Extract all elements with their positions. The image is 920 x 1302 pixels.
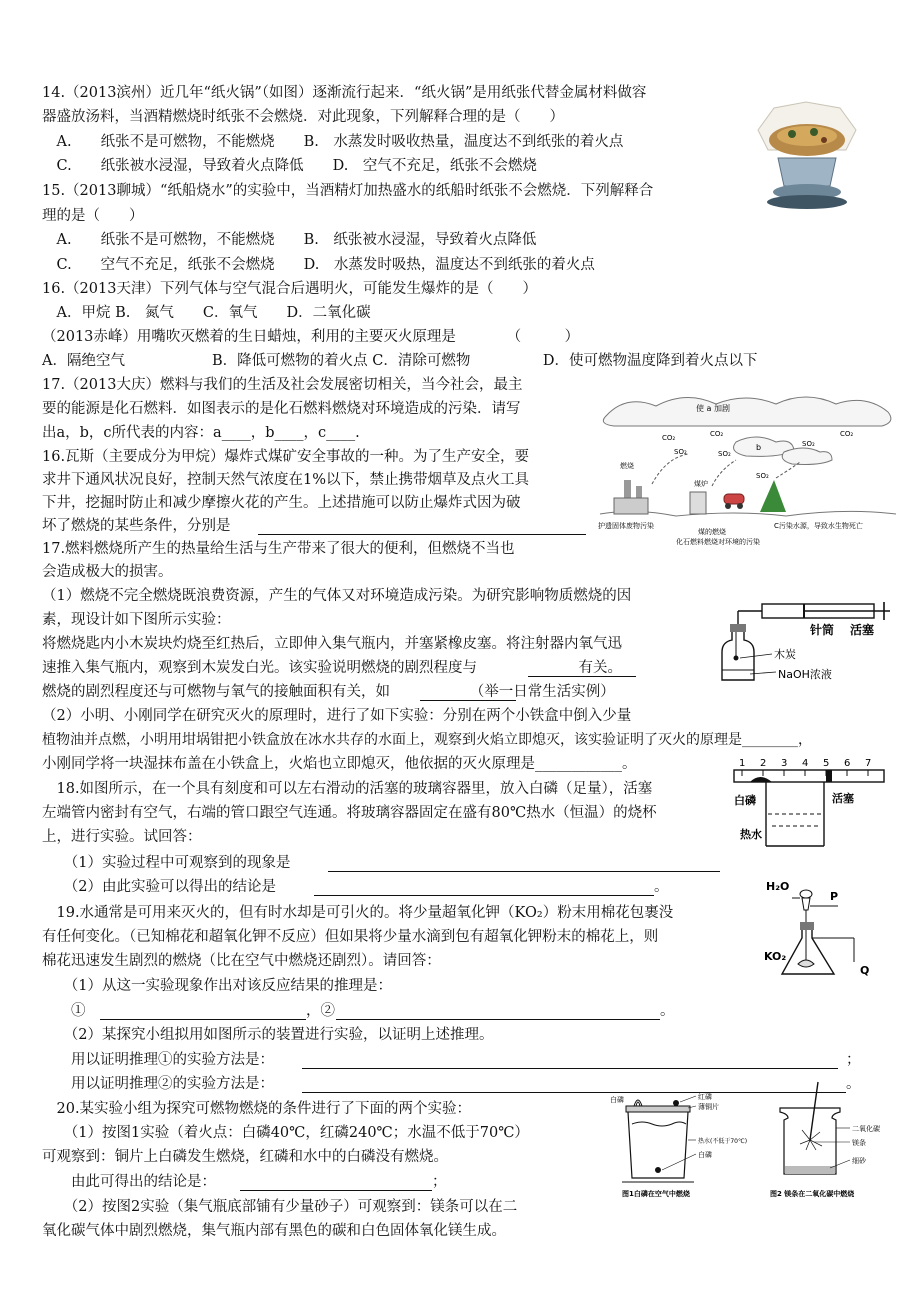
period: 。 xyxy=(660,1003,675,1019)
co2-label: 二氧化碳 xyxy=(852,1125,880,1133)
question-18-line-2: 左端管内密封有空气，右端的管口跟空气连通。将玻璃容器固定在盛有80℃热水（恒温）的烧杯 xyxy=(42,805,657,821)
pollution-top-label: 使 a 加剧 xyxy=(696,404,730,413)
copper-sheet-label: 薄铜片 xyxy=(698,1103,719,1111)
hot-water-label: 热水(不低于70℃) xyxy=(698,1138,748,1145)
question-chifeng: （2013赤峰）用嘴吹灭燃着的生日蜡烛，利用的主要灭火原理是 （ ） xyxy=(42,329,580,345)
answer-blank xyxy=(314,879,654,896)
question-15-line-2: 理的是（ ） xyxy=(42,208,144,224)
question-20-line-1: 20.某实验小组为探究可燃物燃烧的条件进行了下面的两个实验： xyxy=(42,1101,472,1117)
question-15-options-cd: C. 空气不充足，纸张不会燃烧 D. 水蒸发时吸热，温度达不到纸张的着火点 xyxy=(42,257,595,273)
question-14-options-ab: A. 纸张不是可燃物，不能燃烧 B. 水蒸发时吸收热量，温度达不到纸张的着火点 xyxy=(42,134,624,150)
question-18-part2: （2）由此实验可以得出的结论是 xyxy=(42,879,276,895)
co2-label: CO₂ xyxy=(710,430,724,438)
answer-blank xyxy=(420,684,516,701)
question-17-daqing-line-3: 出a，b，c所代表的内容：a____，b____，c____. xyxy=(42,425,360,441)
question-20-part1-line-2: 可观察到：铜片上白磷发生燃烧，红磷和水中的白磷没有燃烧。 xyxy=(42,1149,448,1165)
question-14-line-2: 器盛放汤料，当酒精燃烧时纸张不会燃烧．对此现象，下列解释合理的是（ ） xyxy=(42,109,564,125)
question-17-part2-line-3: 小刚同学将一块湿抹布盖在小铁盒上，火焰也立即熄灭，他依据的灭火原理是____________。 xyxy=(42,756,637,772)
naoh-label: NaOH浓液 xyxy=(778,668,832,681)
question-17-part1-line-1: （1）燃烧不完全燃烧既浪费资源，产生的气体又对环境造成污染。为研究影响物质燃烧的因 xyxy=(42,588,632,604)
question-20-part2-line-1: （2）按图2实验（集气瓶底部铺有少量砂子）可观察到：镁条可以在二 xyxy=(42,1199,518,1215)
ruler-tick-label: 5 xyxy=(823,758,830,769)
figure-2-caption: 图2 镁条在二氧化碳中燃烧 xyxy=(770,1190,855,1198)
question-16-gas-line-3: 下井，挖掘时防止和减少摩擦火花的产生。上述措施可以防止爆炸式因为破 xyxy=(42,495,521,511)
question-19-part1: （1）从这一实验现象作出对该反应结果的推理是： xyxy=(42,978,392,994)
answer-blank xyxy=(240,1174,432,1191)
answer-blank xyxy=(302,1076,846,1093)
question-16-gas-line-1: 16.瓦斯（主要成分为甲烷）爆炸式煤矿安全事故的一种。为了生产安全，要 xyxy=(42,449,530,465)
question-chifeng-options: A．隔绝空气 B．降低可燃物的着火点 C．清除可燃物 D．使可燃物温度降到着火点以下 xyxy=(42,353,758,369)
hot-water-label: 热水 xyxy=(740,828,762,841)
figure-1-caption: 图1白磷在空气中燃烧 xyxy=(622,1190,690,1198)
water-label: H₂O xyxy=(766,880,790,893)
paper-hotpot-photo xyxy=(754,100,860,212)
question-19-line-1: 19.水通常是可用来灭火的，但有时水却是可引火的。将少量超氧化钾（KO₂）粉末用棉花包裹没 xyxy=(42,905,674,921)
semicolon: ； xyxy=(432,1174,447,1190)
ruler-tick-label: 3 xyxy=(781,758,788,769)
question-18-line-1: 18.如图所示，在一个具有刻度和可以左右滑动的活塞的玻璃容器里，放入白磷（足量），活塞 xyxy=(42,781,653,797)
so2-label: SO₂ xyxy=(802,440,815,448)
ruler-ticks xyxy=(739,758,871,776)
answer-blank xyxy=(328,855,720,872)
piston-label: 活塞 xyxy=(850,623,875,637)
period: 。 xyxy=(846,1076,861,1092)
question-17-daqing-line-1: 17.（2013大庆）燃料与我们的生活及社会发展密切相关，当今社会，最主 xyxy=(42,377,523,393)
answer-blank xyxy=(336,1003,660,1020)
question-17-part2-line-2: 植物油并点燃，小明用坩埚钳把小铁盒放在冰水共存的水面上，观察到火焰立即熄灭，该实验证明了灭火的原理是________， xyxy=(42,732,812,748)
ruler-tick-label: 2 xyxy=(760,758,767,769)
white-p-water-label: 白磷 xyxy=(698,1151,712,1159)
question-17-part1-line-4: 速推入集气瓶内，观察到木炭发白光。该实验说明燃烧的剧烈程度与 有关。 xyxy=(42,660,622,676)
coal-burning-label: 煤的燃烧 xyxy=(698,528,726,536)
question-16-tianjin: 16.（2013天津）下列气体与空气混合后遇明火，可能发生爆炸的是（ ） xyxy=(42,281,537,297)
white-phosphorus-label: 白磷 xyxy=(734,794,756,807)
question-19-line-2: 有任何变化。（已知棉花和超氧化钾不反应）但如果将少量水滴到包有超氧化钾粉末的棉花上，则 xyxy=(42,929,659,945)
ko2-flask-apparatus xyxy=(762,876,878,988)
answer-blank xyxy=(302,1052,838,1069)
question-20-conclusion: 由此可得出的结论是： xyxy=(42,1174,216,1190)
answer-blank xyxy=(528,660,636,677)
experiment-1-figure xyxy=(608,1090,758,1200)
burning-label: 燃烧 xyxy=(620,462,634,470)
question-15-options-ab: A. 纸张不是可燃物，不能燃烧 B. 纸张被水浸湿，导致着火点降低 xyxy=(42,232,537,248)
question-17-part1-line-5: 燃烧的剧烈程度还与可燃物与氧气的接触面积有关，如 （举一日常生活实例） xyxy=(42,684,615,700)
experiment-2-figure xyxy=(770,1078,900,1200)
question-16-gas-line-2: 求井下通风状况良好，控制天然气浓度在1%以下，禁止携带烟草及点火工具 xyxy=(42,472,530,488)
question-18-line-3: 上，进行实验。试回答： xyxy=(42,829,202,845)
semicolon: ； xyxy=(846,1052,861,1068)
question-17-part1-line-3: 将燃烧匙内小木炭块灼烧至红热后，立即伸入集气瓶内，并塞紧橡皮塞。将注射器内氧气迅 xyxy=(42,636,622,652)
ruler-tick-label: 4 xyxy=(802,758,809,769)
question-19-method-1: 用以证明推理①的实验方法是： xyxy=(42,1052,274,1068)
comma-circle-2: ，② xyxy=(306,1003,335,1019)
ruler-tick-label: 7 xyxy=(865,758,872,769)
pollution-caption: 化石燃料燃烧对环境的污染 xyxy=(676,538,760,546)
question-17-line-2: 会造成极大的损害。 xyxy=(42,564,173,580)
graduated-tube-apparatus xyxy=(732,756,892,852)
so2-label: SO₂ xyxy=(718,450,731,458)
white-p-label: 白磷 xyxy=(610,1096,624,1104)
magnesium-label: 镁条 xyxy=(852,1139,866,1147)
question-17-daqing-line-2: 要的能源是化石燃料．如图表示的是化石燃料燃烧对环境造成的污染．请写 xyxy=(42,401,521,417)
question-20-part2-line-2: 氧化碳气体中剧烈燃烧，集气瓶内部有黑色的碳和白色固体氧化镁生成。 xyxy=(42,1223,506,1239)
question-19-reasoning: ① xyxy=(42,1003,86,1019)
sand-label: 细砂 xyxy=(852,1157,866,1165)
question-15-line-1: 15.（2013聊城）“纸船烧水”的实验中，当酒精灯加热盛水的纸船时纸张不会燃烧．下列解释合 xyxy=(42,183,654,199)
question-18-part1: （1）实验过程中可观察到的现象是 xyxy=(42,855,291,871)
question-14-options-cd: C. 纸张被水浸湿，导致着火点降低 D. 空气不充足，纸张不会燃烧 xyxy=(42,158,537,174)
question-14-line-1: 14.（2013滨州）近几年“纸火锅”（如图）逐渐流行起来．“纸火锅”是用纸张代替金属材料做容 xyxy=(42,85,647,101)
q-label: Q xyxy=(860,964,870,977)
red-p-label: 红磷 xyxy=(698,1093,712,1101)
answer-blank xyxy=(258,518,586,535)
ko2-label: KO₂ xyxy=(764,950,787,963)
co2-label: CO₂ xyxy=(662,434,676,442)
fossil-fuel-pollution-diagram xyxy=(596,388,900,546)
so2-label: SO₂ xyxy=(674,448,687,456)
question-16-gas-line-4: 坏了燃烧的某些条件，分别是 xyxy=(42,518,231,534)
question-17-part1-line-2: 素，现设计如下图所示实验： xyxy=(42,612,231,628)
water-pollution-label: C污染水源，导致水生物死亡 xyxy=(774,522,863,530)
question-19-method-2: 用以证明推理②的实验方法是： xyxy=(42,1076,274,1092)
question-19-line-3: 棉花迅速发生剧烈的燃烧（比在空气中燃烧还剧烈）。请回答： xyxy=(42,953,441,969)
question-16-options: A．甲烷 B. 氮气 C．氧气 D．二氧化碳 xyxy=(42,305,371,321)
question-17-line-1: 17.燃料燃烧所产生的热量给生活与生产带来了很大的便利，但燃烧不当也 xyxy=(42,541,515,557)
co2-label: CO₂ xyxy=(840,430,854,438)
stove-label: 煤炉 xyxy=(694,480,708,488)
so2-label: SO₂ xyxy=(756,472,769,480)
piston-label: 活塞 xyxy=(832,792,854,805)
syringe-label: 针筒 xyxy=(810,623,835,637)
question-17-part2-line-1: （2）小明、小刚同学在研究灭火的原理时，进行了如下实验：分别在两个小铁盒中倒入少量 xyxy=(42,708,632,724)
b-label: b xyxy=(756,443,762,452)
charcoal-label: 木炭 xyxy=(774,648,796,661)
period: 。 xyxy=(654,879,669,895)
ruler-tick-label: 6 xyxy=(844,758,851,769)
question-20-part1-line-1: （1）按图1实验（着火点：白磷40℃，红磷240℃；水温不低于70℃） xyxy=(42,1125,529,1141)
answer-blank xyxy=(100,1003,306,1020)
p-label: P xyxy=(830,890,839,903)
ruler-tick-label: 1 xyxy=(739,758,746,769)
syringe-bottle-apparatus xyxy=(700,572,900,686)
solid-waste-label: 护遗固体废物污染 xyxy=(598,522,654,530)
question-19-part2: （2）某探究小组拟用如图所示的装置进行实验，以证明上述推理。 xyxy=(42,1027,494,1043)
